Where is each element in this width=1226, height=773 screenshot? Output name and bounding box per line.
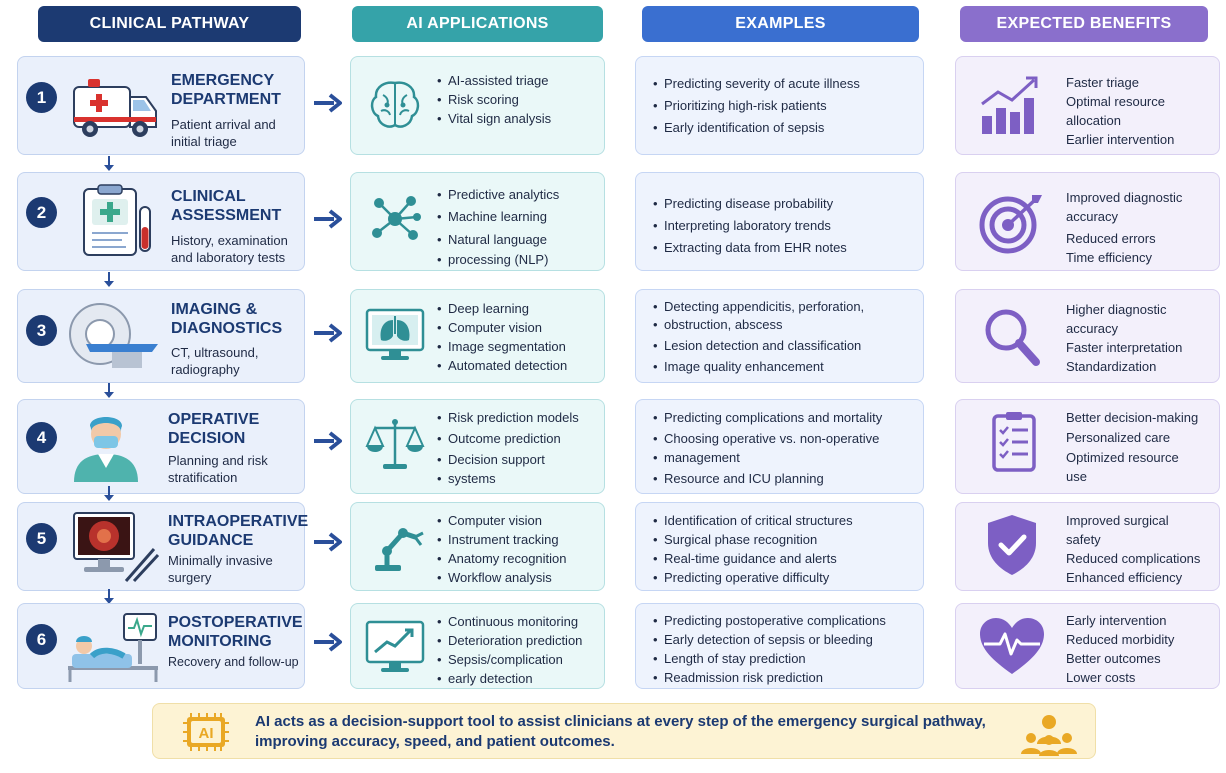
step-number: 5 [26, 523, 57, 554]
step-subtitle: Patient arrival and initial triage [171, 117, 276, 149]
ai-list: • Deep learning • Computer vision • Image segmentation • Automated detection [437, 299, 567, 375]
clipboard-test-tube-icon [66, 183, 161, 259]
header-clinical-pathway: CLINICAL PATHWAY [38, 6, 301, 42]
arrow-right-icon [312, 93, 342, 113]
examples-list: • Detecting appendicitis, perforation, • obstruction, abscess • Lesion detection and classification • Image quality enhancement [653, 298, 864, 376]
pathway-step-clinical-assessment [17, 172, 305, 271]
examples-list: • Predicting disease probability • Interpreting laboratory trends • Extracting data from EHR notes [653, 193, 847, 259]
arrow-right-icon [312, 323, 342, 343]
examples-list: • Identification of critical structures • Surgical phase recognition • Real-time guidance and alerts • Predicting operative difficulty [653, 511, 853, 587]
examples-intraoperative [635, 502, 924, 591]
header-ai-applications: AI APPLICATIONS [352, 6, 603, 42]
ai-list: • AI-assisted triage • Risk scoring • Vital sign analysis [437, 71, 551, 128]
benefits-list: Higher diagnostic accuracy Faster interpretation Standardization [1066, 302, 1183, 374]
step-subtitle: Minimally invasive surgery [168, 553, 273, 585]
summary-text: AI acts as a decision-support tool to assist clinicians at every step of the emergency surgical pathway, improving accuracy, speed, and patient outcomes. [255, 713, 986, 750]
step-title: EMERGENCY DEPARTMENT [171, 72, 281, 108]
benefits-clinical-assessment [955, 172, 1220, 271]
step-subtitle: Recovery and follow-up [168, 655, 299, 669]
ai-list: • Predictive analytics • Machine learning • Natural language • processing (NLP) [437, 185, 559, 270]
benefits-operative-decision [955, 399, 1220, 494]
ai-applications-intraoperative [350, 502, 605, 591]
surgeon-icon [66, 406, 161, 482]
arrow-right-icon [312, 532, 342, 552]
pathway-step-imaging [17, 289, 305, 383]
benefits-list: Early intervention Reduced morbidity Better outcomes Lower costs [1066, 613, 1175, 685]
pathway-step-postoperative [17, 603, 305, 689]
arrow-right-icon [312, 209, 342, 229]
brain-icon [365, 75, 425, 135]
examples-list: • Predicting postoperative complications • Early detection of sepsis or bleeding • Length of stay prediction • Readmission risk prediction [653, 611, 886, 687]
step-title: IMAGING & DIAGNOSTICS [171, 301, 283, 337]
step-number: 6 [26, 624, 57, 655]
examples-list: • Predicting severity of acute illness • Prioritizing high-risk patients • Early identification of sepsis [653, 73, 860, 139]
pathway-step-emergency [17, 56, 305, 155]
trend-monitor-icon [365, 618, 425, 678]
network-icon [365, 189, 425, 249]
magnifier-icon [976, 304, 1048, 368]
benefits-imaging [955, 289, 1220, 383]
examples-postoperative [635, 603, 924, 689]
arrow-right-icon [312, 431, 342, 451]
arrow-down-icon [102, 156, 116, 172]
ai-chip-icon [183, 711, 229, 753]
step-number: 2 [26, 197, 57, 228]
step-subtitle: Planning and risk stratification [168, 453, 268, 485]
step-title: INTRAOPERATIVE GUIDANCE [168, 513, 309, 549]
summary-banner [152, 703, 1096, 759]
ai-chip-label: AI [198, 725, 214, 742]
ai-list: • Risk prediction models • Outcome prediction • Decision support • systems [437, 408, 579, 488]
robotic-arm-icon [365, 515, 425, 575]
checklist-icon [976, 410, 1048, 474]
arrow-down-icon [102, 383, 116, 399]
ai-list: • Computer vision • Instrument tracking • Anatomy recognition • Workflow analysis [437, 511, 567, 587]
step-subtitle: CT, ultrasound, radiography [171, 345, 259, 377]
arrow-right-icon [312, 632, 342, 652]
clinician-team-icon [1019, 712, 1079, 756]
arrow-down-icon [102, 486, 116, 502]
pathway-step-operative-decision [17, 399, 305, 494]
examples-emergency [635, 56, 924, 155]
ai-applications-emergency [350, 56, 605, 155]
step-title: CLINICAL ASSESSMENT [171, 188, 282, 224]
target-icon [976, 191, 1048, 255]
ai-applications-imaging [350, 289, 605, 383]
ambulance-icon [66, 67, 161, 143]
header-expected-benefits: EXPECTED BENEFITS [960, 6, 1208, 42]
patient-bed-monitor-icon [66, 610, 161, 686]
step-title: POSTOPERATIVE MONITORING [168, 614, 303, 650]
step-number: 4 [26, 422, 57, 453]
benefits-list: Faster triage Optimal resource allocation Earlier intervention [1066, 75, 1175, 147]
examples-clinical-assessment [635, 172, 924, 271]
ai-applications-clinical-assessment [350, 172, 605, 271]
benefits-postoperative [955, 603, 1220, 689]
header-examples: EXAMPLES [642, 6, 919, 42]
heart-pulse-icon [976, 614, 1048, 678]
ct-scanner-icon [66, 298, 161, 374]
examples-list: • Predicting complications and mortality • Choosing operative vs. non-operative • management • Resource and ICU planning [653, 408, 882, 488]
step-title: OPERATIVE DECISION [168, 411, 260, 447]
benefits-list: Better decision-making Personalized care Optimized resource use [1066, 410, 1199, 484]
examples-operative-decision [635, 399, 924, 494]
benefits-emergency [955, 56, 1220, 155]
benefits-intraoperative [955, 502, 1220, 591]
laparoscopic-monitor-icon [66, 509, 161, 585]
ai-list: • Continuous monitoring • Deterioration prediction • Sepsis/complication • early detection [437, 612, 582, 688]
pathway-step-intraoperative [17, 502, 309, 591]
benefits-list: Improved surgical safety Reduced complications Enhanced efficiency [1066, 513, 1201, 585]
scales-icon [365, 414, 425, 474]
benefits-list: Improved diagnostic accuracy Reduced errors Time efficiency [1066, 190, 1183, 265]
ai-applications-operative-decision [350, 399, 605, 494]
arrow-down-icon [102, 272, 116, 288]
ai-applications-postoperative [350, 603, 605, 689]
step-number: 3 [26, 315, 57, 346]
shield-check-icon [976, 513, 1048, 577]
step-subtitle: History, examination and laboratory tests [171, 233, 288, 265]
growth-chart-icon [976, 74, 1048, 138]
step-number: 1 [26, 82, 57, 113]
examples-imaging [635, 289, 924, 383]
monitor-lungs-icon [365, 304, 425, 364]
